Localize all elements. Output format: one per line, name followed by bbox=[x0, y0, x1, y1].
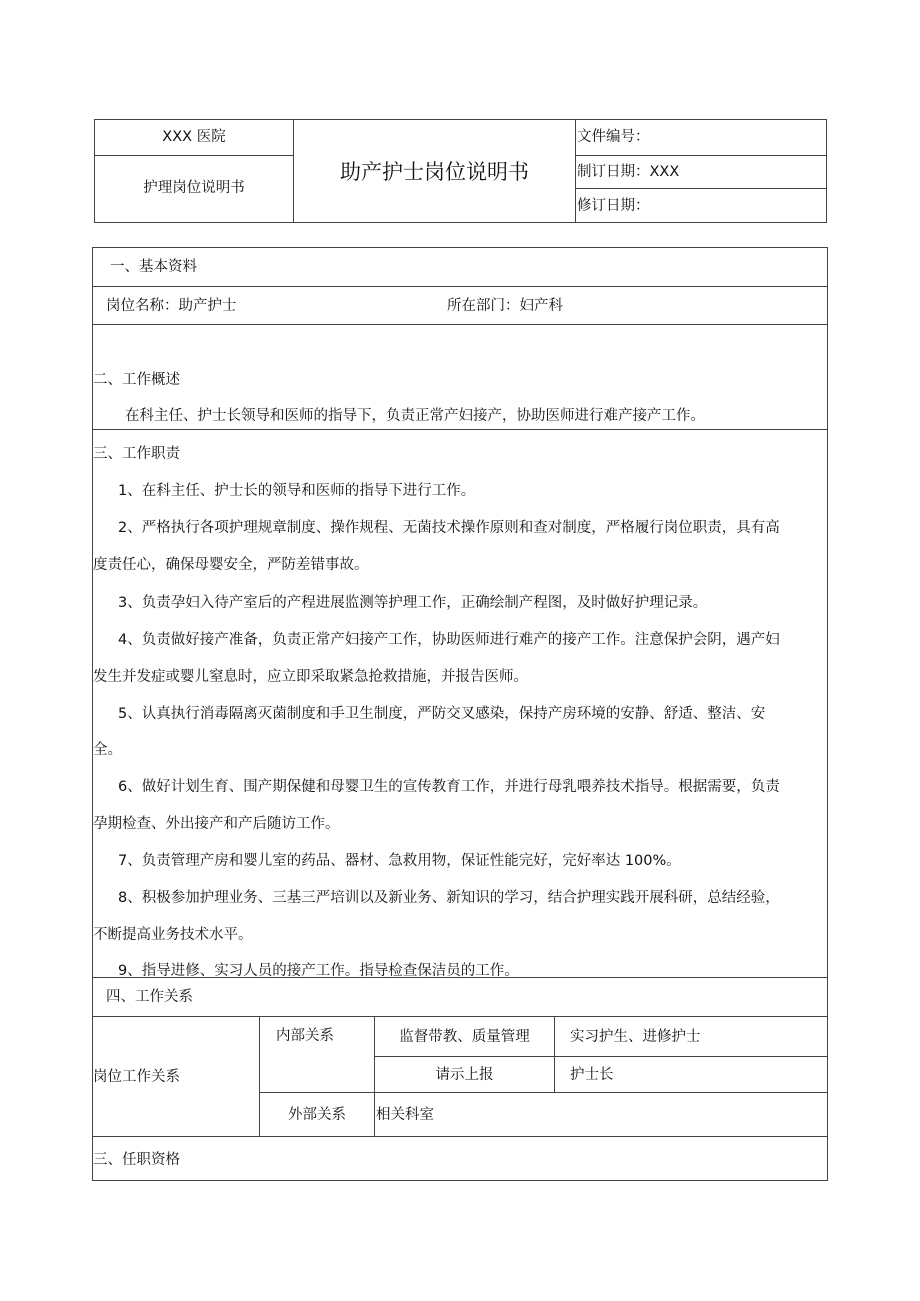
duty-line: 8、积极参加护理业务、三基三严培训以及新业务、新知识的学习，结合护理实践开展科研，总结经验， bbox=[118, 890, 780, 906]
main-border-bottom bbox=[92, 1180, 828, 1181]
internal-target-2: 护士长 bbox=[570, 1067, 614, 1083]
made-date: 制订日期：XXX bbox=[577, 164, 680, 180]
internal-target-1: 实习护生、进修护士 bbox=[570, 1029, 701, 1045]
duty-line: 4、负责做好接产准备，负责正常产妇接产工作，协助医师进行难产的接产工作。注意保护会阴，遇产妇 bbox=[118, 632, 780, 648]
internal-relations-label: 内部关系 bbox=[276, 1028, 334, 1044]
row-line-5 bbox=[92, 1016, 828, 1017]
header-border-right bbox=[826, 119, 827, 223]
row-line-internal-split bbox=[374, 1056, 828, 1057]
row-line-1 bbox=[92, 286, 828, 287]
section-qualifications-heading: 三、任职资格 bbox=[93, 1152, 180, 1168]
duty-line: 3、负责孕妇入待产室后的产程进展监测等护理工作，正确绘制产程图，及时做好护理记录。 bbox=[118, 595, 708, 611]
file-number: 文件编号： bbox=[577, 129, 650, 145]
row-line-3 bbox=[92, 429, 828, 430]
header-left-split bbox=[94, 155, 294, 156]
duty-line: 不断提高业务技术水平。 bbox=[93, 927, 253, 943]
document-title: 助产护士岗位说明书 bbox=[340, 160, 529, 184]
position-name: 岗位名称：助产护士 bbox=[106, 298, 237, 314]
row-line-2 bbox=[92, 324, 828, 325]
section-duties-heading: 三、工作职责 bbox=[93, 446, 180, 462]
duty-line: 度责任心，确保母婴安全，严防差错事故。 bbox=[93, 557, 369, 573]
overview-text: 在科主任、护士长领导和医师的指导下，负责正常产妇接产，协助医师进行难产接产工作。 bbox=[125, 408, 705, 424]
duty-line: 7、负责管理产房和婴儿室的药品、器材、急救用物，保证性能完好，完好率达 100%。 bbox=[118, 853, 681, 869]
relations-row-label: 岗位工作关系 bbox=[93, 1069, 180, 1085]
duty-line: 9、指导进修、实习人员的接产工作。指导检查保洁员的工作。 bbox=[118, 963, 519, 977]
header-border-top bbox=[94, 119, 827, 120]
duty-line-clipped bbox=[93, 958, 827, 977]
header-divider-2 bbox=[575, 119, 576, 223]
header-right-split-1 bbox=[575, 155, 827, 156]
duty-line: 全。 bbox=[93, 742, 122, 758]
main-border-right bbox=[827, 247, 828, 1181]
external-relations-label: 外部关系 bbox=[288, 1107, 346, 1123]
duty-line: 2、严格执行各项护理规章制度、操作规程、无菌技术操作原则和查对制度，严格履行岗位职责，具有高 bbox=[118, 520, 780, 536]
row-line-4 bbox=[92, 977, 828, 978]
section-basic-info-heading: 一、基本资料 bbox=[110, 259, 197, 275]
duty-line: 孕期检查、外出接产和产后随访工作。 bbox=[93, 816, 340, 832]
header-border-bottom bbox=[94, 222, 827, 223]
rel-col-3 bbox=[554, 1016, 555, 1093]
duty-line: 1、在科主任、护士长的领导和医师的指导下进行工作。 bbox=[118, 483, 476, 499]
main-border-top bbox=[92, 247, 828, 248]
duty-line: 发生并发症或婴儿窒息时，应立即采取紧急抢救措施，并报告医师。 bbox=[93, 669, 528, 685]
external-target: 相关科室 bbox=[376, 1107, 434, 1123]
duty-line: 5、认真执行消毒隔离灭菌制度和手卫生制度，严防交叉感染，保持产房环境的安静、舒适、整洁、安 bbox=[118, 706, 766, 722]
document-type: 护理岗位说明书 bbox=[143, 180, 245, 196]
internal-type-2: 请示上报 bbox=[435, 1067, 494, 1083]
row-line-external bbox=[259, 1092, 828, 1093]
header-right-split-2 bbox=[575, 188, 827, 189]
row-line-6 bbox=[92, 1136, 828, 1137]
internal-type-1: 监督带教、质量管理 bbox=[399, 1029, 530, 1045]
section-relations-heading: 四、工作关系 bbox=[106, 989, 193, 1005]
revised-date: 修订日期： bbox=[577, 198, 650, 214]
hospital-name: XXX 医院 bbox=[162, 129, 226, 145]
department: 所在部门：妇产科 bbox=[447, 298, 563, 314]
section-overview-heading: 二、工作概述 bbox=[93, 372, 180, 388]
duty-line: 6、做好计划生育、围产期保健和母婴卫生的宣传教育工作，并进行母乳喂养技术指导。根据需要，负责 bbox=[118, 779, 780, 795]
